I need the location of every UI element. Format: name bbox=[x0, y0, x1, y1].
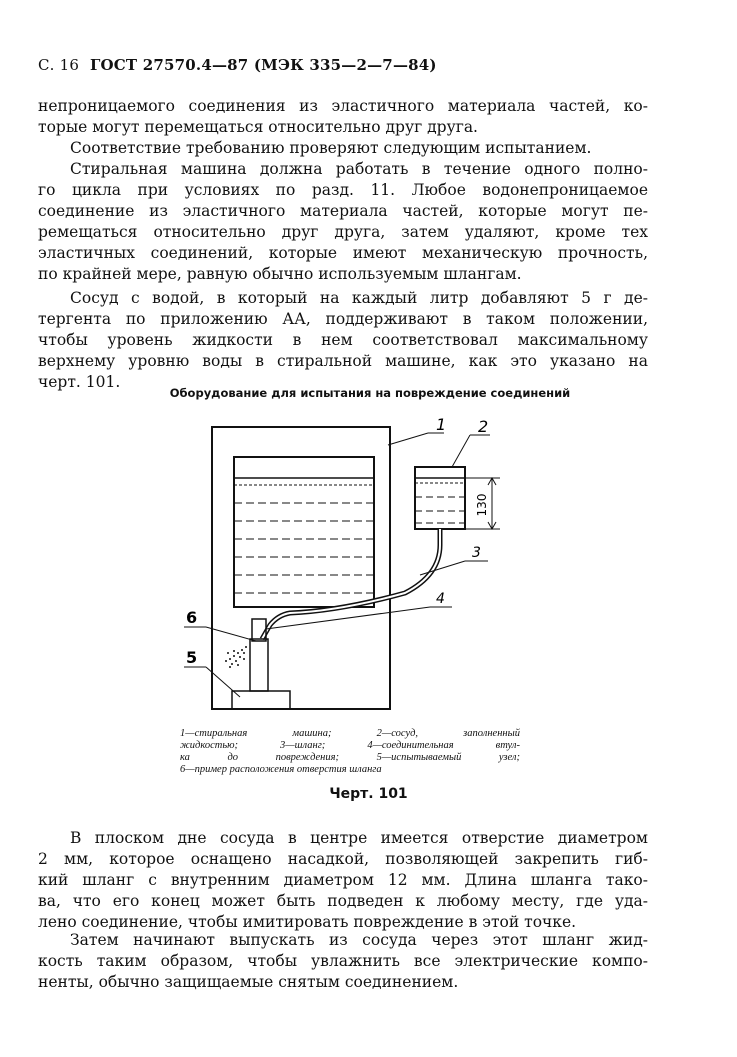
text-line: чтобы уровень жидкости в нем соответствовал максимальному bbox=[38, 331, 648, 349]
leader-line-6 bbox=[206, 627, 256, 641]
tested-component bbox=[250, 639, 268, 691]
text-line: Затем начинают выпускать из сосуда через этот шланг жид- bbox=[70, 931, 648, 949]
page-number: С. 16 bbox=[38, 56, 80, 74]
label-6: 6 bbox=[186, 608, 198, 627]
legend-line: 6—пример расположения отверстия шланга bbox=[180, 764, 382, 775]
paragraph-4 bbox=[38, 288, 648, 393]
leader-line-3 bbox=[420, 561, 465, 575]
text-line: Соответствие требованию проверяют следующим испытанием. bbox=[70, 139, 592, 157]
label-2: 2 bbox=[478, 417, 489, 436]
text-line: Стиральная машина должна работать в течение одного полно- bbox=[70, 160, 648, 178]
paragraph-6 bbox=[38, 930, 648, 993]
paragraph-5 bbox=[38, 828, 648, 933]
vessel-outline bbox=[415, 467, 465, 529]
text-line: соединение из эластичного материала частей, которые могут пе- bbox=[38, 202, 648, 220]
legend-line: 1—стиральная машина; 2—сосуд, заполненный bbox=[180, 728, 520, 739]
label-5: 5 bbox=[186, 648, 198, 667]
text-line: кий шланг с внутренним диаметром 12 мм. Длина шланга тако- bbox=[38, 871, 648, 889]
label-4: 4 bbox=[436, 591, 445, 607]
text-line: В плоском дне сосуда в центре имеется отверстие диаметром bbox=[70, 829, 648, 847]
legend-line: ка до повреждения; 5—испытываемый узел; bbox=[180, 752, 520, 763]
hose-inner bbox=[262, 529, 440, 639]
text-line: эластичных соединений, которые имеют механическую прочность, bbox=[38, 244, 648, 262]
component-base bbox=[232, 691, 290, 709]
text-line: ва, что его конец может быть подведен к любому месту, где уда- bbox=[38, 892, 648, 910]
water-spray bbox=[225, 646, 247, 668]
text-line: лено соединение, чтобы имитировать повреждение в этой точке. bbox=[38, 913, 577, 931]
text-line: по крайней мере, равную обычно используемым шлангам. bbox=[38, 265, 522, 283]
text-line: непроницаемого соединения из эластичного материала частей, ко- bbox=[38, 97, 648, 115]
text-line: тергента по приложению АА, поддерживают в таком положении, bbox=[38, 310, 648, 328]
standard-title: ГОСТ 27570.4—87 (МЭК 335—2—7—84) bbox=[89, 56, 437, 74]
text-line: ненты, обычно защищаемые снятым соединением. bbox=[38, 973, 459, 991]
test-equipment-diagram bbox=[170, 415, 530, 725]
legend-line: жидкостью; 3—шланг; 4—соединительная втул- bbox=[180, 740, 520, 751]
text-line: торые могут перемещаться относительно друг друга. bbox=[38, 118, 478, 136]
dimension-label: 130 bbox=[475, 493, 489, 517]
leader-line-2 bbox=[452, 435, 470, 467]
paragraph-3 bbox=[38, 159, 648, 285]
figure-title: Черт. 101 bbox=[329, 786, 408, 802]
text-line: верхнему уровню воды в стиральной машине, как это указано на bbox=[38, 352, 648, 370]
text-line: Сосуд с водой, в который на каждый литр добавляют 5 г де- bbox=[70, 289, 648, 307]
text-line: ремещаться относительно друг друга, затем удаляют, кроме тех bbox=[38, 223, 648, 241]
text-line: 2 мм, которое оснащено насадкой, позволяющей закрепить гиб- bbox=[38, 850, 648, 868]
hose bbox=[262, 529, 440, 639]
label-1: 1 bbox=[436, 415, 447, 434]
leader-line-4 bbox=[266, 607, 430, 629]
drum-outline bbox=[234, 457, 374, 607]
text-line: черт. 101. bbox=[38, 373, 121, 391]
paragraph-2 bbox=[70, 138, 648, 159]
leader-line-1 bbox=[388, 433, 428, 445]
figure-caption: Оборудование для испытания на повреждение соединений bbox=[169, 386, 571, 400]
text-line: кость таким образом, чтобы увлажнить все электрические компо- bbox=[38, 952, 648, 970]
text-line: го цикла при условиях по разд. 11. Любое водонепроницаемое bbox=[38, 181, 648, 199]
washing-machine-outline bbox=[212, 427, 390, 709]
figure-legend bbox=[180, 728, 520, 776]
page-header bbox=[38, 56, 437, 74]
paragraph-1 bbox=[38, 96, 648, 138]
label-3: 3 bbox=[472, 545, 481, 561]
